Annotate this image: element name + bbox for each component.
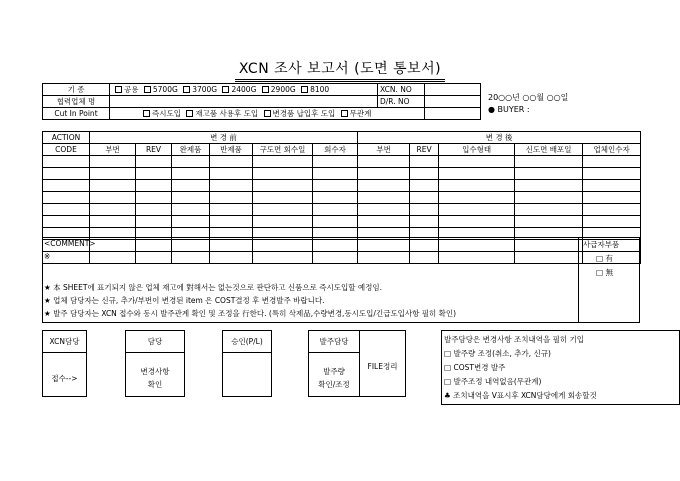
dept-approval-box: [125, 330, 185, 397]
order-note-2: □ 발주량 조정(취소, 추가, 신규): [444, 349, 551, 358]
order-approval-box: [308, 330, 360, 397]
model-label: 기 종: [43, 84, 110, 96]
code-label: CODE: [43, 144, 90, 156]
checkbox-icon[interactable]: [262, 86, 269, 93]
supply-yes-checkbox[interactable]: □ 有: [596, 254, 613, 263]
dept-approval-title: 담당: [126, 336, 184, 353]
column-header: 부번: [90, 144, 136, 156]
column-header: 신도면 배포일: [515, 144, 583, 156]
cut-in-label: Cut In Point: [43, 108, 110, 120]
order-notes-box: [441, 330, 680, 405]
column-header: REV: [410, 144, 439, 156]
dr-no-label: D/R. NO: [378, 96, 425, 108]
column-header: 회수자: [313, 144, 358, 156]
checkbox-icon[interactable]: [264, 110, 271, 117]
order-approval-title: 발주담당: [309, 336, 359, 353]
checkbox-icon[interactable]: [115, 86, 122, 93]
table-row: [43, 168, 641, 180]
checkbox-icon[interactable]: [144, 86, 151, 93]
xcn-approval-title: XCN담당: [43, 336, 86, 353]
pl-approval-title: 승인(P/L): [223, 336, 271, 353]
xcn-approval-box: [42, 330, 87, 397]
column-header: 구도면 회수일: [253, 144, 313, 156]
column-header: 반제품: [210, 144, 253, 156]
table-row: [43, 216, 641, 228]
table-row: [43, 192, 641, 204]
dept-approval-body-1: 변경사항: [140, 367, 170, 376]
order-note-1: 발주담당은 변경사항 조치내역을 필히 기입: [444, 335, 584, 344]
comment-label: <COMMENT>: [44, 239, 96, 248]
comment-section: [42, 237, 640, 323]
date-text: 20○○년 ○○월 ○○일: [488, 93, 569, 102]
comment-note-2: ★ 업체 담당자는 신규, 추가/부번이 변경된 item 은 COST결정 후 변경발주 바랍니다.: [44, 296, 325, 305]
table-row: [43, 156, 641, 168]
comment-note-3: ★ 발주 담당자는 XCN 접수와 동시 발주관계 확인 및 조정을 行한다. (특히 삭제品,수량변경,동시도입/긴급도입사항 필히 확인): [44, 309, 457, 318]
action-label: ACTION: [43, 132, 90, 144]
column-header: 입수형태: [439, 144, 515, 156]
order-note-3: □ COST변경 발주: [444, 363, 506, 372]
order-approval-body-1: 발주량: [323, 367, 345, 376]
supply-no-checkbox[interactable]: □ 無: [596, 268, 613, 277]
dr-no-field[interactable]: [425, 96, 481, 108]
vendor-field[interactable]: [110, 96, 378, 108]
column-header: 업체인수자: [583, 144, 641, 156]
column-header: 완제품: [172, 144, 210, 156]
order-note-5: ♣ 조치내역을 V표시후 XCN담당에게 회송할것: [444, 391, 597, 400]
order-note-4: □ 발주조정 내역없음(무관계): [444, 377, 542, 386]
xcn-no-field[interactable]: [425, 84, 481, 96]
after-header: 변 경 後: [358, 132, 641, 144]
comment-mark: ※: [44, 252, 51, 261]
supply-label: 사급자부품: [583, 240, 620, 249]
before-header: 변 경 前: [90, 132, 358, 144]
buyer-text: ● BUYER :: [488, 105, 530, 114]
cut-in-options: 즉시도입 재고품 사용후 도입 변경품 납입후 도입 무관계: [110, 108, 425, 120]
info-table: [42, 83, 481, 120]
dept-approval-body-2: 확인: [147, 380, 163, 389]
checkbox-icon[interactable]: [341, 110, 348, 117]
column-header: REV: [136, 144, 172, 156]
table-row: [43, 204, 641, 216]
model-options: 공용 5700G 3700G 2400G 2900G 8100: [110, 84, 378, 96]
pl-approval-box: [222, 330, 272, 397]
xcn-approval-body: 접수-->: [51, 374, 78, 383]
checkbox-icon[interactable]: [183, 86, 190, 93]
cut-in-extra[interactable]: [425, 108, 481, 120]
comment-note-1: ★ 本 SHEET에 표기되지 않은 업체 재고에 對해서는 없는것으로 판단하고 신품으로 즉시도입할 예정임.: [44, 283, 382, 292]
vendor-label: 협력업체 명: [43, 96, 110, 108]
file-label: FILE정리: [367, 362, 398, 371]
file-box: [359, 330, 406, 397]
xcn-no-label: XCN. NO: [378, 84, 425, 96]
checkbox-icon[interactable]: [186, 110, 193, 117]
checkbox-icon[interactable]: [301, 86, 308, 93]
order-approval-body-2: 확인/조정: [318, 380, 350, 389]
page-title: XCN 조사 보고서 (도면 통보서): [0, 58, 680, 82]
table-row: [43, 180, 641, 192]
column-header: 부번: [358, 144, 410, 156]
checkbox-icon[interactable]: [222, 86, 229, 93]
comment-divider: [578, 238, 579, 322]
checkbox-icon[interactable]: [143, 110, 150, 117]
